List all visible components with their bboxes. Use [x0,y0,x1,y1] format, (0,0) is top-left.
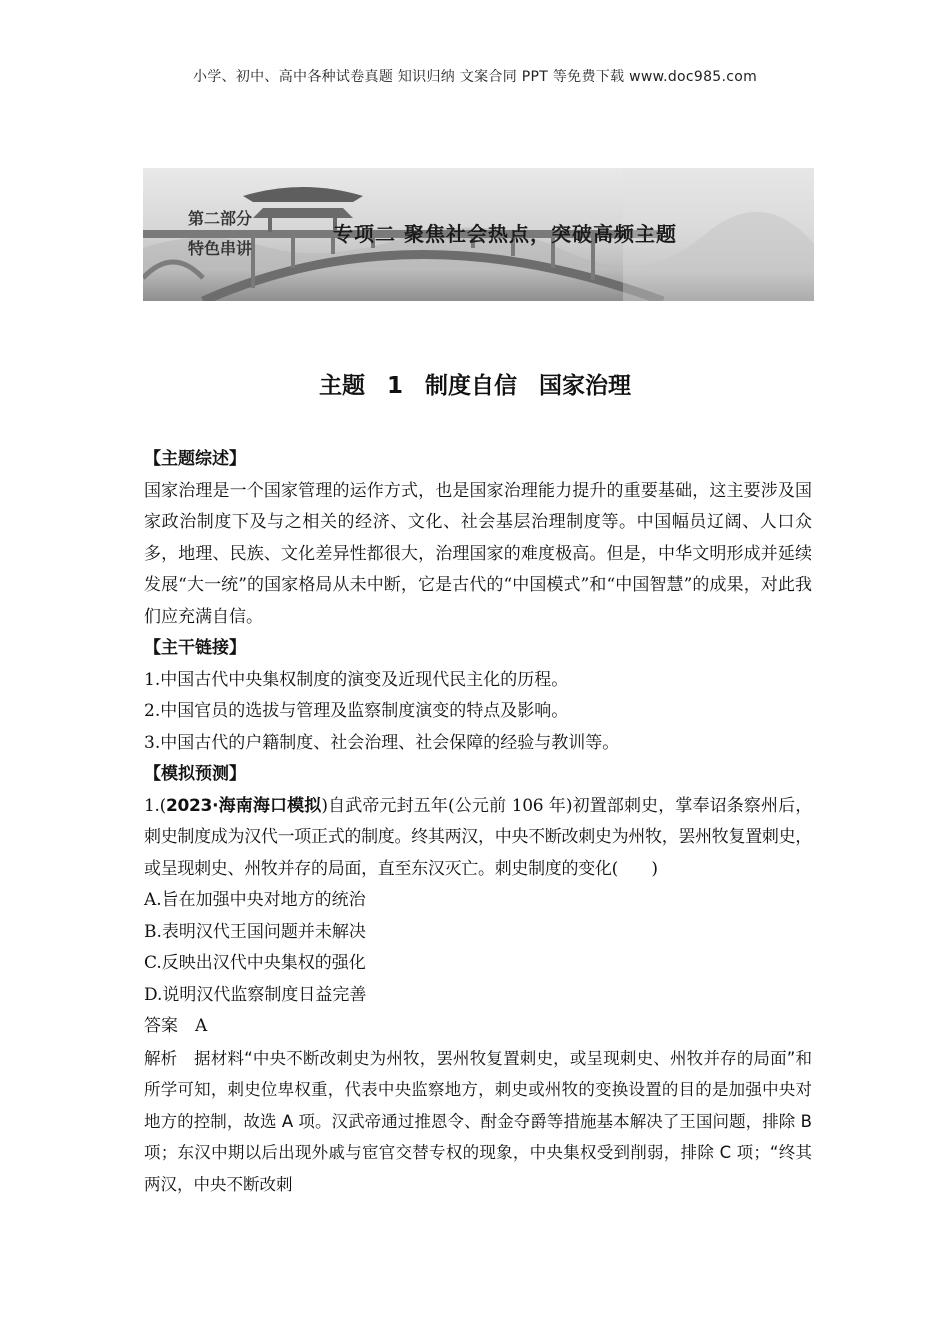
banner-part-label [188,204,252,264]
banner-title: 专项二 聚焦社会热点，突破高频主题 [333,222,677,246]
summary-text: 国家治理是一个国家管理的运作方式，也是国家治理能力提升的重要基础，这主要涉及国家政治制度下及与之相关的经济、文化、社会基层治理制度等。中国幅员辽阔、人口众多，地理、民族、文化差异性都很大，治理国家的难度极高。但是，中华文明形成并延续发展“大一统”的国家格局从未中断，它是古代的“中国模式”和“中国智慧”的成果，对此我们应充满自信。 [144,480,812,627]
theme-title: 主题 1 制度自信 国家治理 [318,373,632,399]
question-text: )自武帝元封五年(公元前 106 年)初置部刺史，掌奉诏条察州后，刺史制度成为汉代一项正式的制度。终其两汉，中央不断改刺史为州牧，罢州牧复置刺史，或呈现刺史、州牧并存的局面，直至东汉灭亡。刺史制度的变化( ) [144,795,812,879]
prediction-heading: 【模拟预测】 [144,764,246,784]
banner-part-line2: 特色串讲 [188,239,253,258]
option-a: A.旨在加强中央对地方的统治 [144,890,366,910]
option-b: B.表明汉代王国问题并未解决 [144,921,366,942]
links-item: 2.中国官员的选拔与管理及监察制度演变的特点及影响。 [144,701,569,721]
question-stem [144,791,812,886]
analysis-text: 解析 据材料“中央不断改刺史为州牧，罢州牧复置刺史，或呈现刺史、州牧并存的局面”和所学可知，刺史位卑权重，代表中央监察地方，刺史或州牧的变换设置的目的是加强中央对地方的控制，故选 A 项。汉武帝通过推恩令、酎金夺爵等措施基本解决了王国问题，排除 B 项；东汉中期以后出现外戚与宦官交替专权的现象，中央集权受到削弱，排除 C 项；“终其两汉，中央不断改刺 [144,1048,812,1194]
question-source: 2023·海南海口模拟 [165,795,322,816]
option-c: C.反映出汉代中央集权的强化 [144,953,366,973]
question-prefix: 1.( [144,795,166,816]
links-heading: 【主干链接】 [144,638,246,658]
main-content [144,444,812,1200]
answer-line: 答案 A [144,1016,208,1036]
links-item: 1.中国古代中央集权制度的演变及近现代民主化的历程。 [144,669,569,690]
section-banner [143,168,814,301]
links-item: 3.中国古代的户籍制度、社会治理、社会保障的经验与教训等。 [144,732,620,753]
banner-part-line1: 第二部分 [188,209,253,228]
option-d: D.说明汉代监察制度日益完善 [144,984,367,1005]
summary-heading: 【主题综述】 [144,449,246,469]
watermark-header: 小学、初中、高中各种试卷真题 知识归纳 文案合同 PPT 等免费下载 www.doc985.com [192,69,758,85]
